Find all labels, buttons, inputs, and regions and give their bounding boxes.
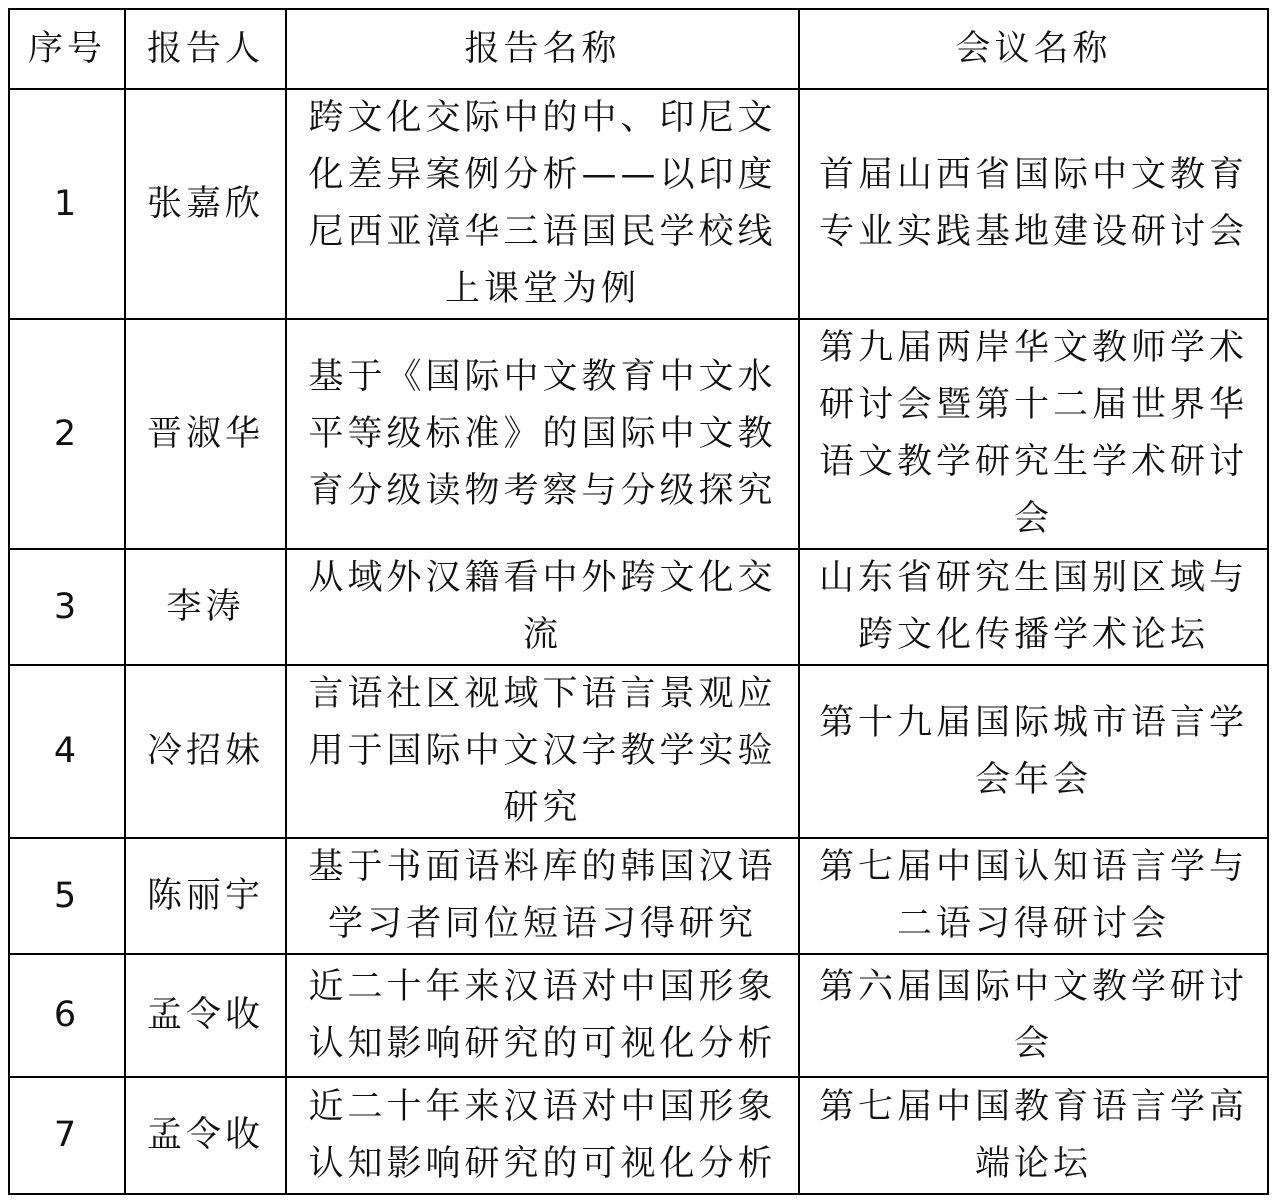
- cell-conference-name: 第七届中国教育语言学高端论坛: [799, 1077, 1268, 1194]
- cell-conference-name: 第十九届国际城市语言学会年会: [799, 665, 1268, 838]
- cell-reporter: 孟令收: [125, 954, 286, 1077]
- cell-reporter: 李涛: [125, 549, 286, 665]
- cell-serial-number: 5: [9, 838, 125, 954]
- table-row: [9, 89, 1268, 319]
- header-report-title: 报告名称: [286, 9, 799, 89]
- table-row: [9, 665, 1268, 838]
- table-row: [9, 319, 1268, 549]
- cell-report-title: 言语社区视域下语言景观应用于国际中文汉字教学实验研究: [286, 665, 799, 838]
- cell-conference-name: 第九届两岸华文教师学术研讨会暨第十二届世界华语文教学研究生学术研讨会: [799, 319, 1268, 549]
- table-row: [9, 954, 1268, 1077]
- cell-serial-number: 6: [9, 954, 125, 1077]
- table-header-row: [9, 9, 1268, 89]
- table-row: [9, 1077, 1268, 1194]
- cell-reporter: 张嘉欣: [125, 89, 286, 319]
- cell-report-title: 近二十年来汉语对中国形象认知影响研究的可视化分析: [286, 954, 799, 1077]
- table-row: [9, 549, 1268, 665]
- cell-reporter: 陈丽宇: [125, 838, 286, 954]
- cell-serial-number: 7: [9, 1077, 125, 1194]
- cell-serial-number: 4: [9, 665, 125, 838]
- cell-conference-name: 首届山西省国际中文教育专业实践基地建设研讨会: [799, 89, 1268, 319]
- report-table: [8, 8, 1269, 1195]
- cell-report-title: 基于《国际中文教育中文水平等级标准》的国际中文教育分级读物考察与分级探究: [286, 319, 799, 549]
- header-conference-name: 会议名称: [799, 9, 1268, 89]
- cell-reporter: 冷招妹: [125, 665, 286, 838]
- cell-serial-number: 1: [9, 89, 125, 319]
- cell-report-title: 跨文化交际中的中、印尼文化差异案例分析——以印度尼西亚漳华三语国民学校线上课堂为例: [286, 89, 799, 319]
- header-serial-number: 序号: [9, 9, 125, 89]
- cell-reporter: 孟令收: [125, 1077, 286, 1194]
- cell-report-title: 从域外汉籍看中外跨文化交流: [286, 549, 799, 665]
- cell-serial-number: 3: [9, 549, 125, 665]
- cell-report-title: 近二十年来汉语对中国形象认知影响研究的可视化分析: [286, 1077, 799, 1194]
- cell-conference-name: 第七届中国认知语言学与二语习得研讨会: [799, 838, 1268, 954]
- cell-serial-number: 2: [9, 319, 125, 549]
- cell-report-title: 基于书面语料库的韩国汉语学习者同位短语习得研究: [286, 838, 799, 954]
- cell-reporter: 晋淑华: [125, 319, 286, 549]
- cell-conference-name: 第六届国际中文教学研讨会: [799, 954, 1268, 1077]
- cell-conference-name: 山东省研究生国别区域与跨文化传播学术论坛: [799, 549, 1268, 665]
- table-row: [9, 838, 1268, 954]
- header-reporter: 报告人: [125, 9, 286, 89]
